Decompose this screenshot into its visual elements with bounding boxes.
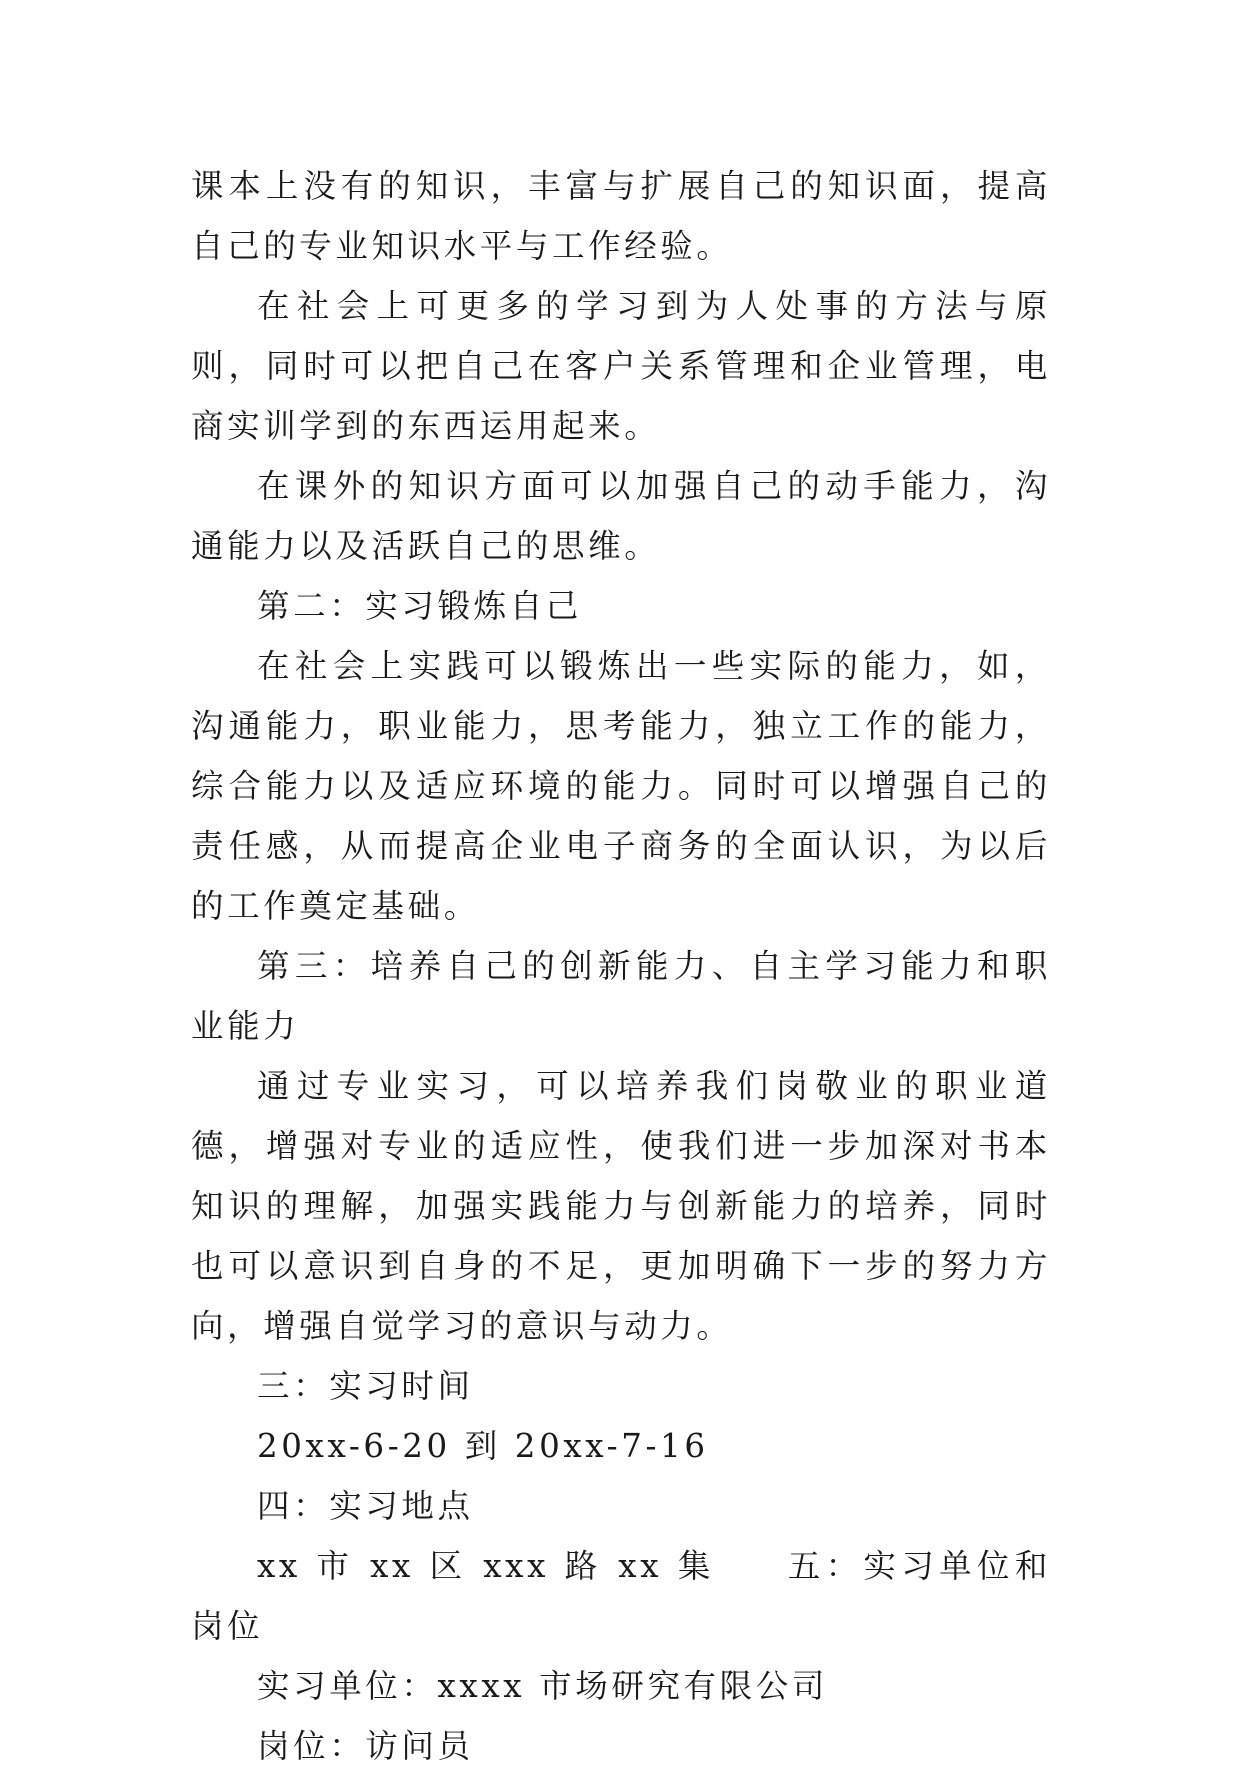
paragraph-extracurricular: 在课外的知识方面可以加强自己的动手能力，沟通能力以及活跃自己的思维。 [191,467,1051,565]
heading-internship-location: 四：实习地点 [257,1487,474,1525]
location-line [191,1536,1051,1656]
document-body [191,156,1051,1776]
paragraph-practice: 在社会上实践可以锻炼出一些实际的能力，如，沟通能力，职业能力，思考能力，独立工作的能力，综合能力以及适应环境的能力。同时可以增强自己的责任感，从而提高企业电子商务的全面认识，为以后的工作奠定基础。 [191,647,1051,925]
heading-second: 第二：实习锻炼自己 [257,587,582,625]
heading-internship-time: 三：实习时间 [257,1367,474,1405]
paragraph-knowledge: 课本上没有的知识，丰富与扩展自己的知识面，提高自己的专业知识水平与工作经验。 [191,167,1051,265]
internship-unit: 实习单位：xxxx 市场研究有限公司 [257,1667,828,1705]
heading-unit-and-position: 五：实习单位和岗位 [191,1547,1051,1645]
internship-position: 岗位：访问员 [257,1727,474,1765]
internship-dates: 20xx-6-20 到 20xx-7-16 [257,1427,709,1465]
paragraph-society: 在社会上可更多的学习到为人处事的方法与原则，同时可以把自己在客户关系管理和企业管理，电商实训学到的东西运用起来。 [191,287,1051,445]
heading-third: 第三：培养自己的创新能力、自主学习能力和职业能力 [191,947,1051,1045]
internship-address: xx 市 xx 区 xxx 路 xx 集 [257,1547,716,1585]
paragraph-internship-benefits: 通过专业实习，可以培养我们岗敬业的职业道德，增强对专业的适应性，使我们进一步加深对书本知识的理解，加强实践能力与创新能力的培养，同时也可以意识到自身的不足，更加明确下一步的努力方向，增强自觉学习的意识与动力。 [191,1067,1051,1345]
